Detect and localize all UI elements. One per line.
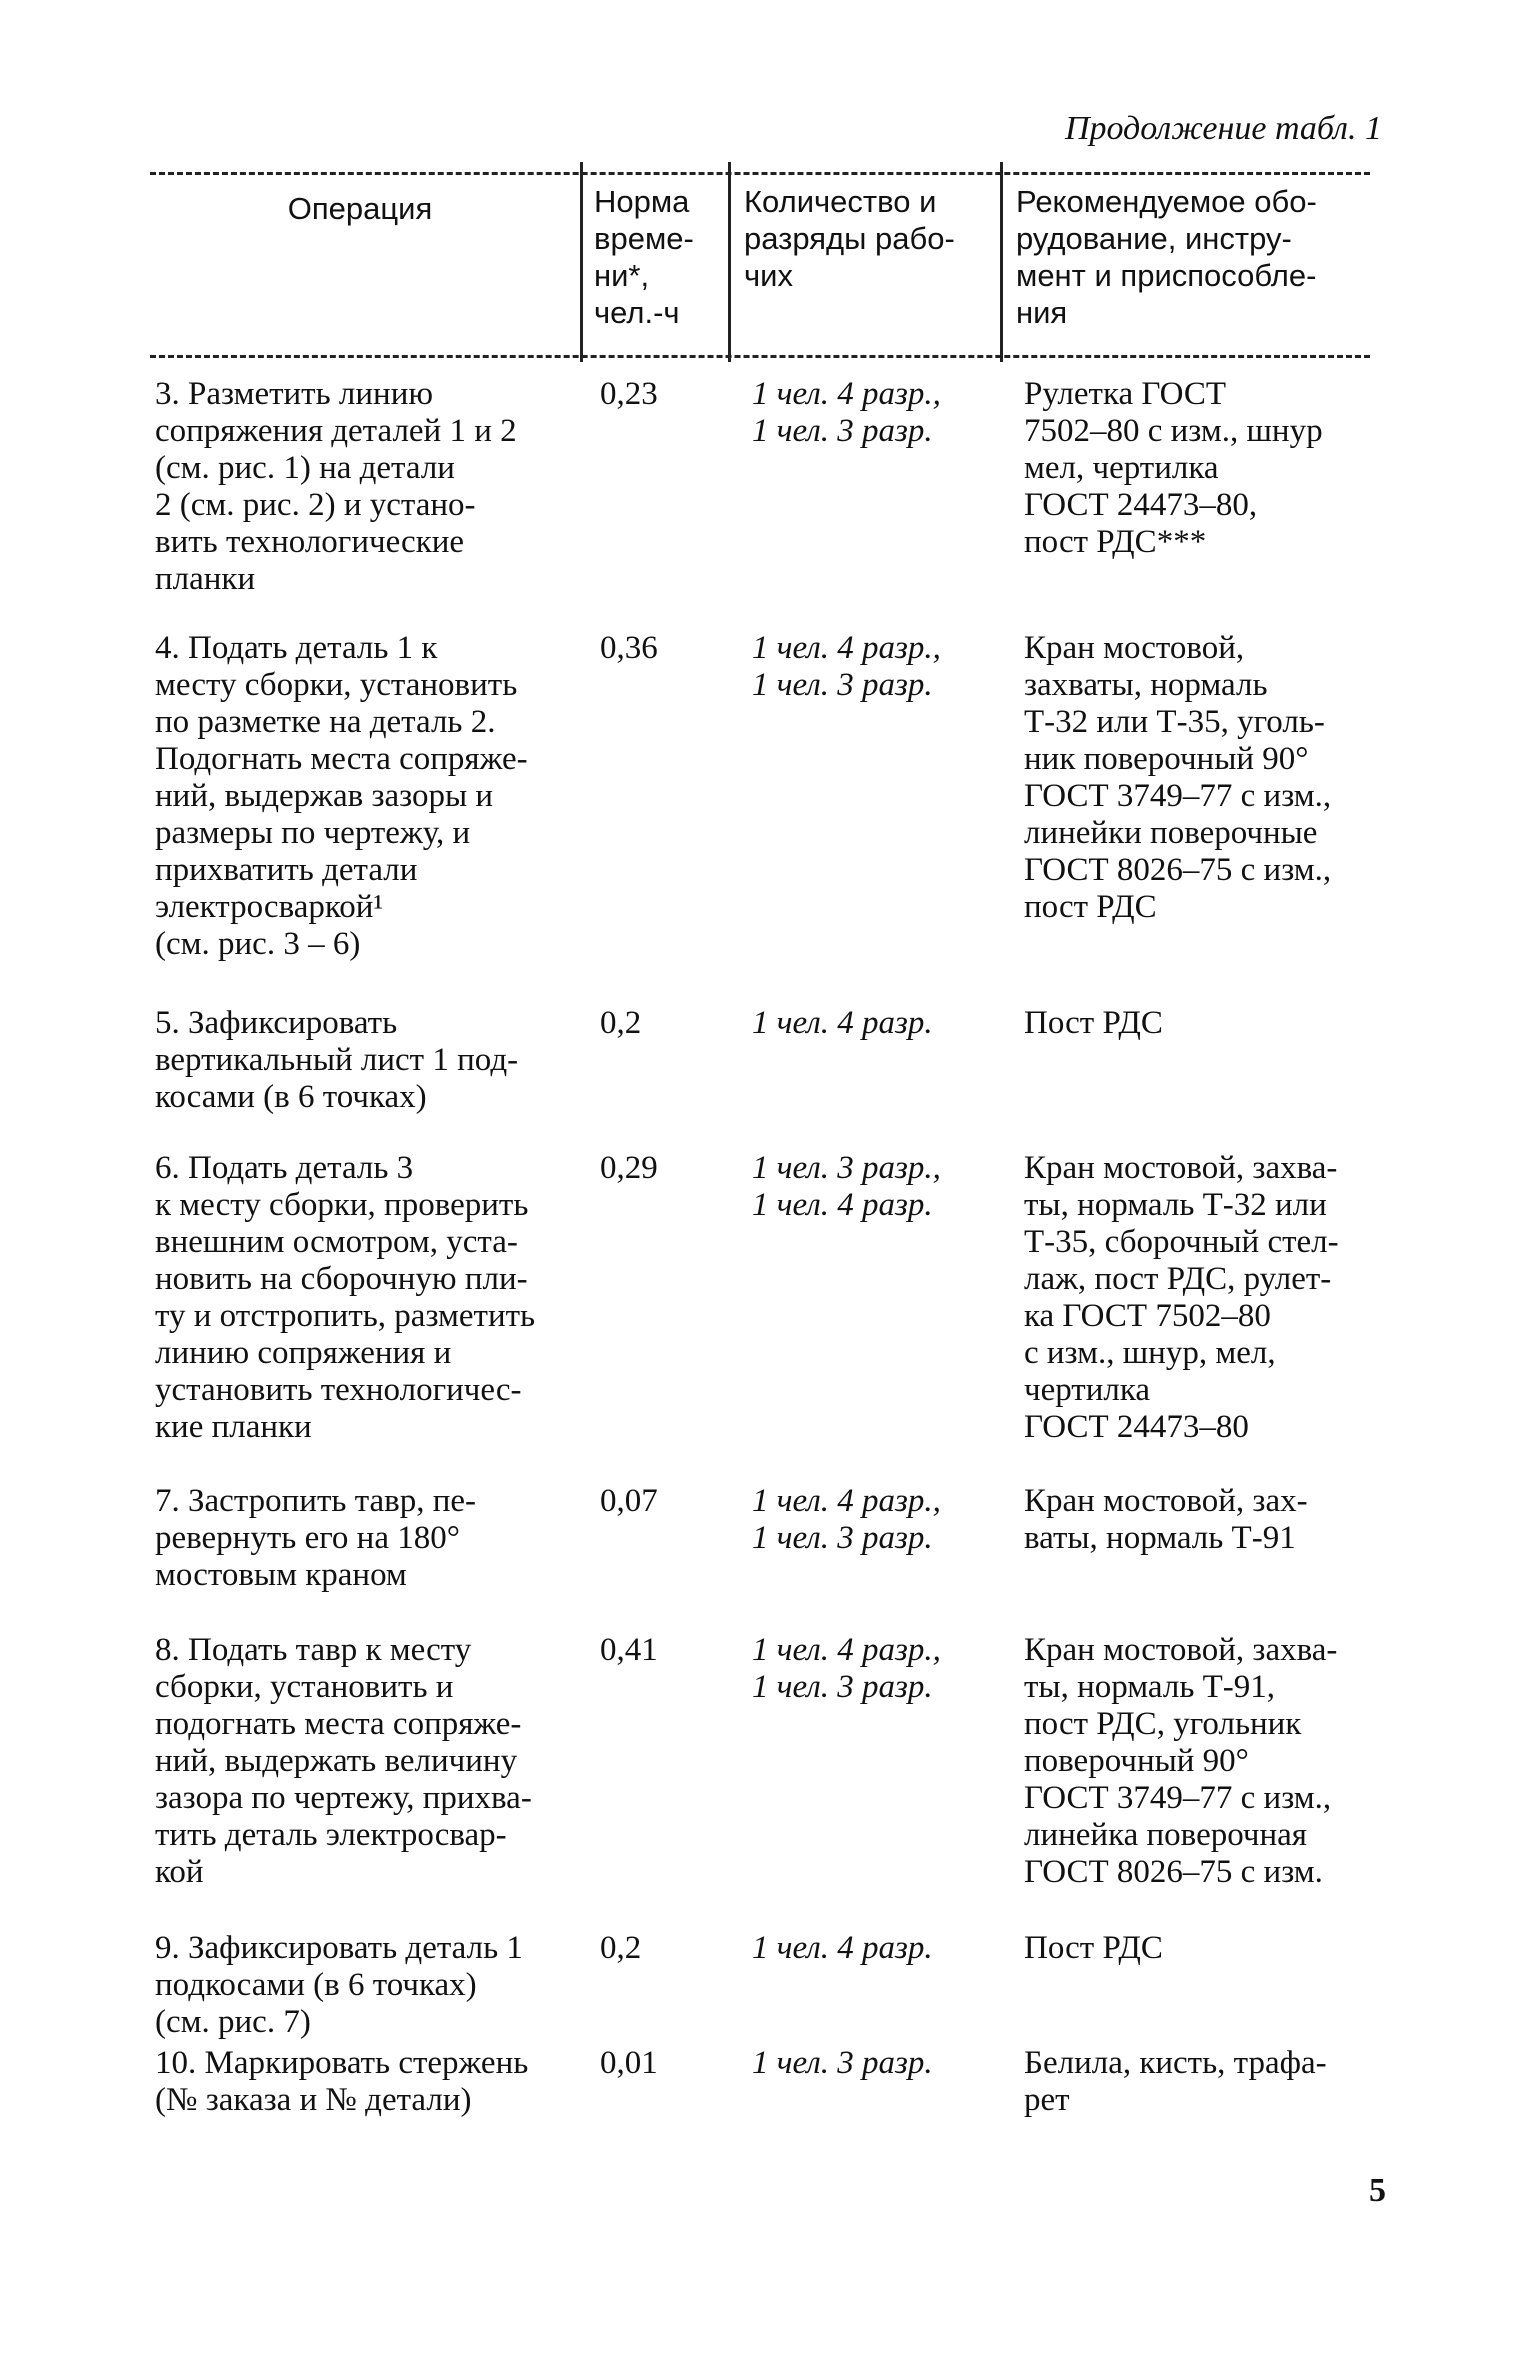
operation-cell-line: ревернуть его на 180° (155, 1520, 460, 1556)
operation-cell-line: (№ заказа и № детали) (155, 2082, 472, 2118)
operation-cell-line: вить технологические (155, 524, 465, 560)
header-line: Операция (287, 191, 433, 226)
crew-cell-line: 1 чел. 3 разр., (752, 1150, 941, 1186)
table-header-rule (150, 355, 1370, 358)
equipment-cell-line: ГОСТ 3749–77 с изм., (1024, 778, 1332, 814)
operation-cell-line: вертикальный лист 1 под- (155, 1042, 519, 1078)
equipment-cell-line: линейка поверочная (1024, 1817, 1307, 1853)
operation-cell-line: месту сборки, установить (155, 667, 518, 703)
operation-cell-line: размеры по чертежу, и (155, 815, 471, 851)
equipment-cell (1024, 376, 1384, 561)
header-line: Количество и (744, 184, 937, 219)
equipment-cell (1024, 1483, 1384, 1557)
operation-cell-line: 9. Зафиксировать деталь 1 (155, 1930, 523, 1966)
equipment-cell-line: мел, чертилка (1024, 450, 1219, 486)
column-header-equipment (1016, 183, 1376, 331)
crew-cell (752, 1483, 992, 1557)
header-line: чел.-ч (594, 295, 680, 330)
column-divider (580, 162, 583, 362)
crew-cell (752, 1632, 992, 1706)
operation-cell-line: новить на сборочную пли- (155, 1261, 528, 1297)
equipment-cell-line: Кран мостовой, (1024, 630, 1245, 666)
crew-cell (752, 376, 992, 450)
crew-cell-line: 1 чел. 3 разр. (752, 413, 933, 449)
operation-cell-line: подогнать места сопряже- (155, 1706, 522, 1742)
operation-cell-line: по разметке на деталь 2. (155, 704, 496, 740)
crew-cell (752, 1005, 992, 1042)
equipment-cell-line: ваты, нормаль Т-91 (1024, 1520, 1296, 1556)
operation-cell-line: 5. Зафиксировать (155, 1005, 398, 1041)
header-line: ния (1016, 295, 1068, 330)
equipment-cell-line: Белила, кисть, трафа- (1024, 2045, 1327, 2081)
equipment-cell-line: поверочный 90° (1024, 1743, 1249, 1779)
equipment-cell-line: пост РДС (1024, 889, 1157, 925)
equipment-cell-line: ГОСТ 3749–77 с изм., (1024, 1780, 1332, 1816)
operation-cell-line: подкосами (в 6 точках) (155, 1967, 477, 2003)
equipment-cell-line: ГОСТ 24473–80 (1024, 1409, 1249, 1445)
equipment-cell-line: ты, нормаль Т-91, (1024, 1669, 1276, 1705)
crew-cell (752, 1150, 992, 1224)
operation-cell (155, 1483, 585, 1594)
crew-cell-line: 1 чел. 3 разр. (752, 1669, 933, 1705)
crew-cell (752, 2045, 992, 2082)
operation-cell (155, 376, 585, 598)
equipment-cell (1024, 2045, 1384, 2119)
operation-cell-line: мостовым краном (155, 1557, 407, 1593)
norm-cell: 0,2 (600, 1005, 642, 1041)
equipment-cell-line: пост РДС*** (1024, 524, 1207, 560)
header-line: време- (594, 221, 694, 256)
operation-cell-line: к месту сборки, проверить (155, 1187, 529, 1223)
equipment-cell (1024, 630, 1384, 926)
operation-cell-line: 7. Застропить тавр, пе- (155, 1483, 477, 1519)
equipment-cell-line: с изм., шнур, мел, (1024, 1335, 1276, 1371)
column-divider (728, 162, 731, 362)
header-line: ни*, (594, 258, 650, 293)
operation-cell-line: (см. рис. 1) на детали (155, 450, 455, 486)
crew-cell-line: 1 чел. 4 разр. (752, 1930, 933, 1966)
crew-cell (752, 1930, 992, 1967)
operation-cell-line: (см. рис. 7) (155, 2004, 311, 2040)
equipment-cell (1024, 1632, 1384, 1891)
norm-cell: 0,01 (600, 2045, 658, 2081)
operation-cell-line: ний, выдержав зазоры и (155, 778, 494, 814)
operation-cell-line: установить технологичес- (155, 1372, 522, 1408)
equipment-cell-line: Т-35, сборочный стел- (1024, 1224, 1339, 1260)
equipment-cell-line: ка ГОСТ 7502–80 (1024, 1298, 1271, 1334)
operation-cell (155, 630, 585, 963)
operation-cell (155, 1150, 585, 1446)
equipment-cell-line: Пост РДС (1024, 1930, 1163, 1966)
operation-cell-line: кой (155, 1854, 204, 1890)
crew-cell-line: 1 чел. 4 разр., (752, 630, 941, 666)
header-line: рудование, инстру- (1016, 221, 1292, 256)
operation-cell-line: внешним осмотром, уста- (155, 1224, 518, 1260)
equipment-cell-line: ГОСТ 24473–80, (1024, 487, 1258, 523)
operation-cell-line: 10. Маркировать стержень (155, 2045, 529, 2081)
equipment-cell (1024, 1150, 1384, 1446)
header-line: чих (744, 258, 793, 293)
norm-cell: 0,07 (600, 1483, 658, 1519)
operation-cell-line: 6. Подать деталь 3 (155, 1150, 414, 1186)
crew-cell-line: 1 чел. 4 разр., (752, 376, 941, 412)
operation-cell-line: 4. Подать деталь 1 к (155, 630, 438, 666)
operation-cell-line: косами (в 6 точках) (155, 1079, 427, 1115)
equipment-cell-line: ты, нормаль Т-32 или (1024, 1187, 1327, 1223)
equipment-cell-line: ник поверочный 90° (1024, 741, 1309, 777)
column-header-crew (744, 183, 994, 294)
equipment-cell-line: лаж, пост РДС, рулет- (1024, 1261, 1332, 1297)
operation-cell-line: (см. рис. 3 – 6) (155, 926, 361, 962)
column-divider (1000, 162, 1003, 362)
equipment-cell-line: Рулетка ГОСТ (1024, 376, 1227, 412)
equipment-cell-line: ГОСТ 8026–75 с изм. (1024, 1854, 1323, 1890)
equipment-cell-line: Пост РДС (1024, 1005, 1163, 1041)
norm-cell: 0,23 (600, 376, 658, 412)
operation-cell-line: ний, выдержать величину (155, 1743, 518, 1779)
equipment-cell-line: Кран мостовой, захва- (1024, 1150, 1338, 1186)
norm-cell: 0,41 (600, 1632, 658, 1668)
norm-cell: 0,29 (600, 1150, 658, 1186)
header-line: Рекомендуемое обо- (1016, 184, 1317, 219)
equipment-cell-line: Кран мостовой, зах- (1024, 1483, 1308, 1519)
operation-cell-line: сборки, установить и (155, 1669, 454, 1705)
header-line: разряды рабо- (744, 221, 955, 256)
equipment-cell-line: 7502–80 с изм., шнур (1024, 413, 1323, 449)
crew-cell-line: 1 чел. 4 разр., (752, 1632, 941, 1668)
operation-cell-line: 3. Разметить линию (155, 376, 434, 412)
equipment-cell-line: чертилка (1024, 1372, 1151, 1408)
operation-cell-line: планки (155, 561, 256, 597)
operation-cell-line: сопряжения деталей 1 и 2 (155, 413, 517, 449)
table-top-rule (150, 172, 1370, 175)
operation-cell-line: зазора по чертежу, прихва- (155, 1780, 532, 1816)
operation-cell-line: электросваркой¹ (155, 889, 384, 925)
norm-cell: 0,2 (600, 1930, 642, 1966)
operation-cell-line: ту и отстропить, разметить (155, 1298, 536, 1334)
column-header-norm (594, 183, 724, 331)
operation-cell-line: Подогнать места сопряже- (155, 741, 528, 777)
crew-cell-line: 1 чел. 4 разр., (752, 1483, 941, 1519)
page-number: 5 (1369, 2172, 1386, 2209)
crew-cell-line: 1 чел. 3 разр. (752, 1520, 933, 1556)
equipment-cell-line: захваты, нормаль (1024, 667, 1268, 703)
crew-cell-line: 1 чел. 3 разр. (752, 2045, 933, 2081)
equipment-cell-line: рет (1024, 2082, 1070, 2118)
crew-cell-line: 1 чел. 3 разр. (752, 667, 933, 703)
equipment-cell (1024, 1930, 1384, 1967)
equipment-cell (1024, 1005, 1384, 1042)
continuation-label: Продолжение табл. 1 (1064, 110, 1382, 147)
operation-cell (155, 1632, 585, 1891)
operation-cell-line: кие планки (155, 1409, 312, 1445)
operation-cell (155, 2045, 585, 2119)
equipment-cell-line: пост РДС, угольник (1024, 1706, 1302, 1742)
header-line: Норма (594, 184, 690, 219)
equipment-cell-line: Кран мостовой, захва- (1024, 1632, 1338, 1668)
equipment-cell-line: линейки поверочные (1024, 815, 1318, 851)
operation-cell-line: 8. Подать тавр к месту (155, 1632, 472, 1668)
operation-cell-line: 2 (см. рис. 2) и устано- (155, 487, 476, 523)
crew-cell-line: 1 чел. 4 разр. (752, 1187, 933, 1223)
crew-cell (752, 630, 992, 704)
equipment-cell-line: ГОСТ 8026–75 с изм., (1024, 852, 1332, 888)
header-line: мент и приспособле- (1016, 258, 1317, 293)
operation-cell-line: тить деталь электросвар- (155, 1817, 507, 1853)
operation-cell (155, 1005, 585, 1116)
operation-cell-line: прихватить детали (155, 852, 418, 888)
norm-cell: 0,36 (600, 630, 658, 666)
column-header-operation (150, 190, 570, 227)
crew-cell-line: 1 чел. 4 разр. (752, 1005, 933, 1041)
operation-cell-line: линию сопряжения и (155, 1335, 452, 1371)
equipment-cell-line: Т-32 или Т-35, уголь- (1024, 704, 1325, 740)
operation-cell (155, 1930, 585, 2041)
